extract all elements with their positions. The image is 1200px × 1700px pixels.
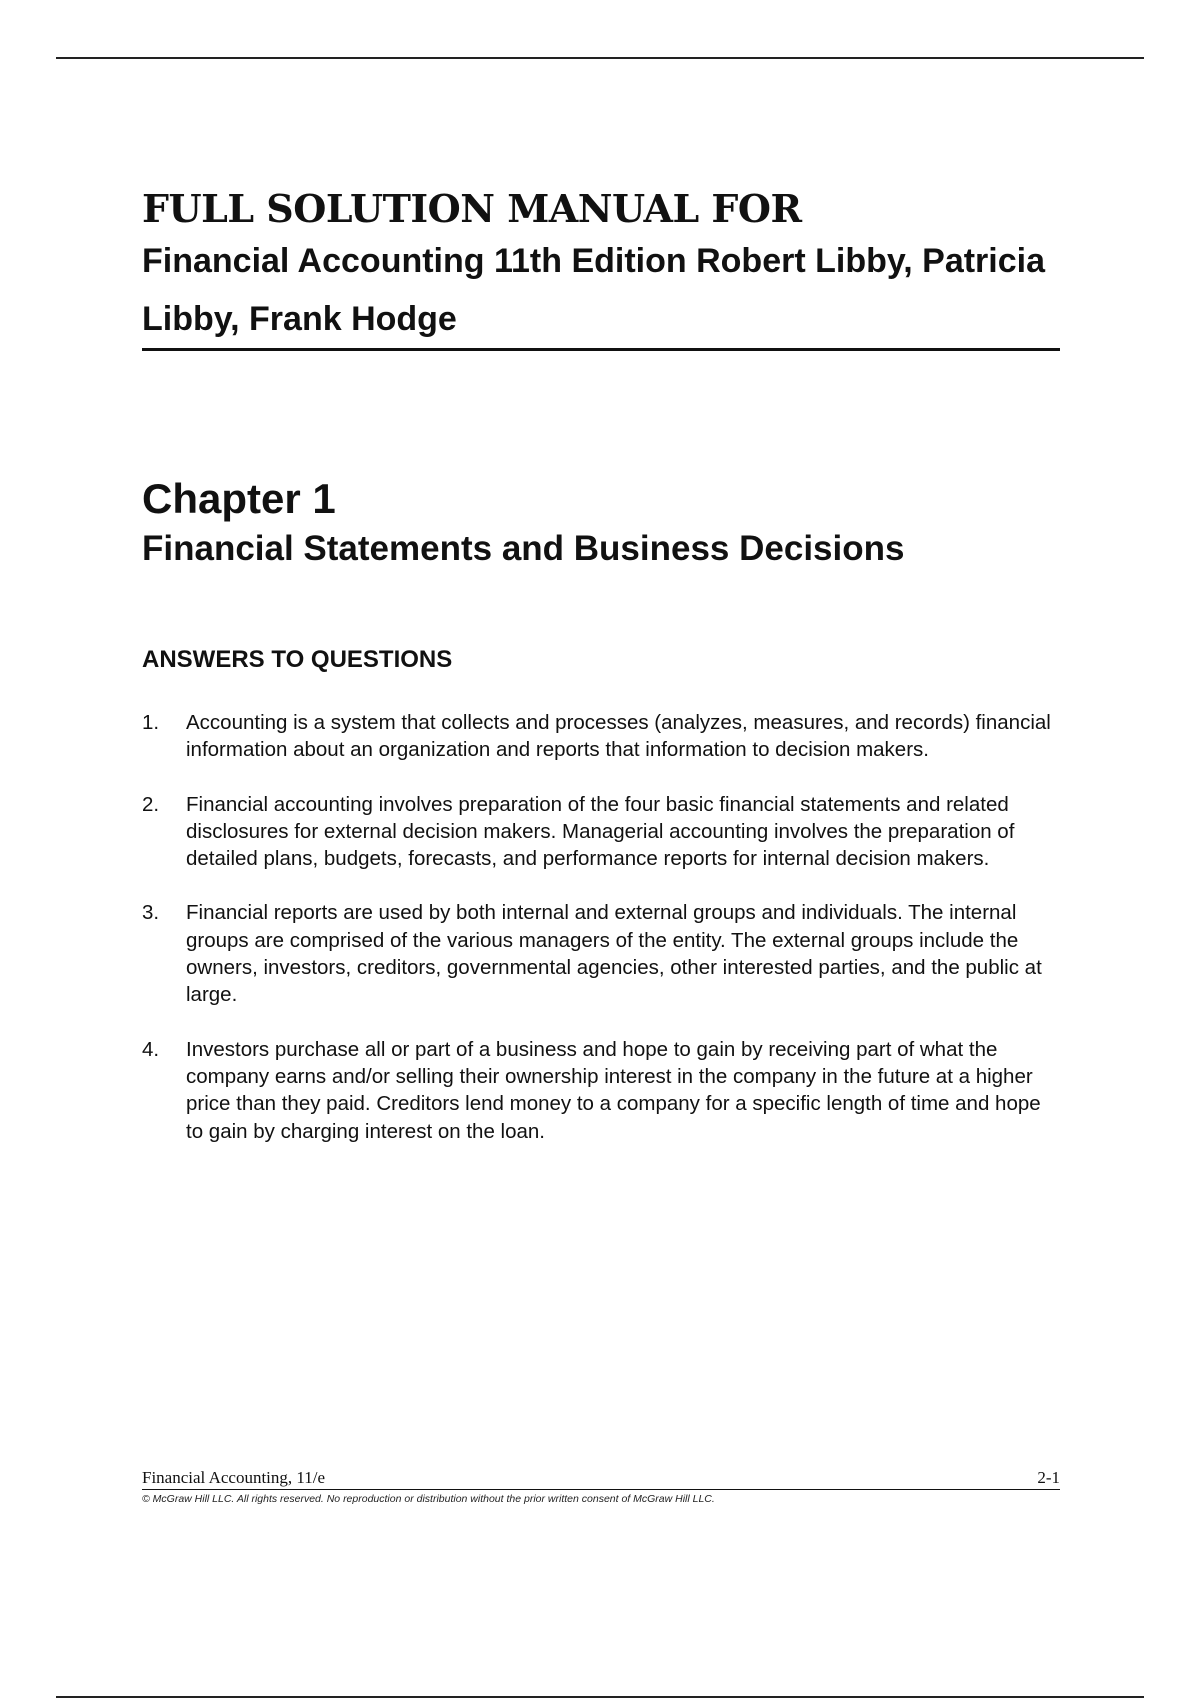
footer-page-number: 2-1	[1037, 1468, 1060, 1487]
answer-text: Accounting is a system that collects and processes (analyzes, measures, and records) financial information about an organization and reports that information to decision makers.	[186, 711, 1051, 762]
top-divider	[56, 57, 1144, 59]
page-content	[142, 186, 1060, 1172]
bottom-divider	[56, 1696, 1144, 1698]
banner-heading: FULL SOLUTION MANUAL FOR	[142, 186, 802, 231]
answer-item	[142, 709, 1060, 764]
answer-text: Investors purchase all or part of a business and hope to gain by receiving part of what the company earns and/or selling their ownership interest in the company in the future at a higher price than they paid. Creditors lend money to a company for a specific length of time and hope to gain by charging interest on the loan.	[186, 1037, 1041, 1143]
footer-line	[142, 1468, 1060, 1490]
answer-number: 2.	[142, 792, 160, 816]
answer-item	[142, 1036, 1060, 1145]
chapter-number: Chapter 1	[142, 475, 336, 522]
answer-number: 3.	[142, 901, 160, 925]
copyright-notice: © McGraw Hill LLC. All rights reserved. No reproduction or distribution without the prior written consent of McGraw Hill LLC.	[142, 1493, 715, 1505]
book-title: Financial Accounting 11th Edition Robert Libby, Patricia Libby, Frank Hodge	[142, 232, 1060, 351]
answer-number: 1.	[142, 711, 160, 734]
answer-item	[142, 791, 1060, 873]
answer-text: Financial reports are used by both internal and external groups and individuals. The internal groups are comprised of the various managers of the entity. The external groups include the owners, investors, creditors, governmental agencies, other interested parties, and the public at large.	[186, 901, 1042, 1007]
page-footer	[142, 1468, 1060, 1506]
footer-book-title: Financial Accounting, 11/e	[142, 1468, 326, 1487]
chapter-title: Financial Statements and Business Decisions	[142, 529, 905, 568]
answer-text: Financial accounting involves preparation of the four basic financial statements and related disclosures for external decision makers. Managerial accounting involves the preparation of detailed plans, budgets, forecasts, and performance reports for internal decision makers.	[186, 792, 1015, 871]
answer-item	[142, 899, 1060, 1008]
answers-list	[142, 709, 1060, 1145]
section-heading: ANSWERS TO QUESTIONS	[142, 646, 453, 673]
answer-number: 4.	[142, 1037, 160, 1061]
